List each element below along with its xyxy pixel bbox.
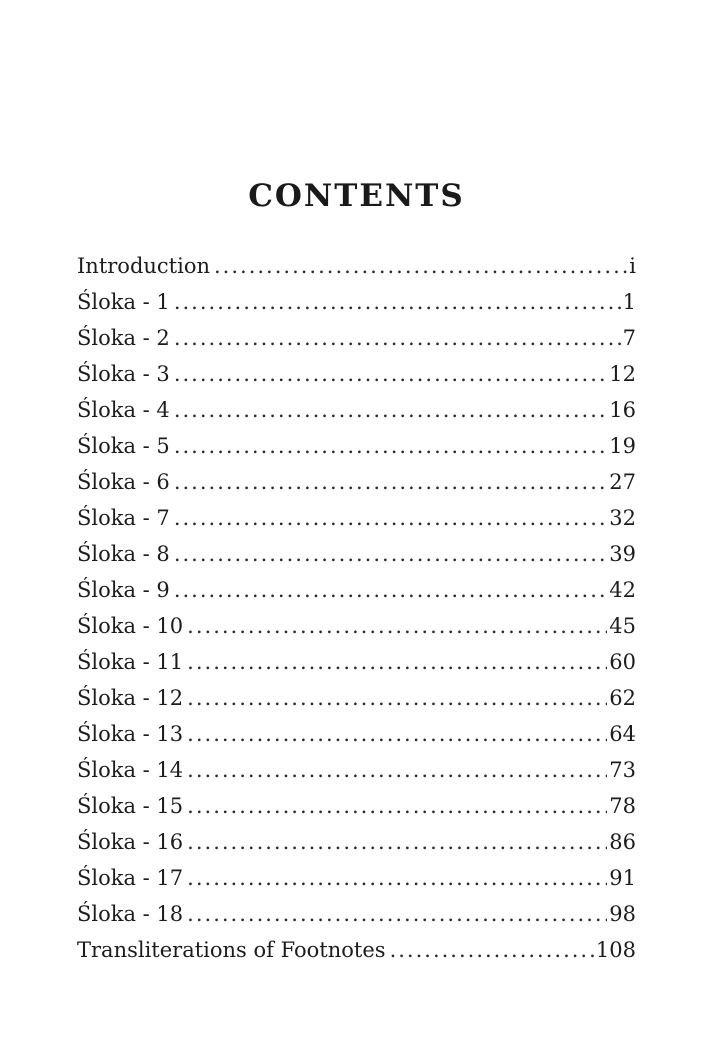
- toc-entry-label: Śloka - 6: [77, 470, 170, 494]
- table-of-contents: [77, 248, 636, 968]
- toc-entry-sloka-7[interactable]: [77, 500, 636, 536]
- toc-entry-sloka-2[interactable]: [77, 320, 636, 356]
- toc-entry-label: Transliterations of Footnotes: [77, 938, 386, 962]
- toc-entry-label: Śloka - 3: [77, 362, 170, 386]
- dot-leader: [174, 572, 607, 608]
- toc-entry-sloka-3[interactable]: [77, 356, 636, 392]
- toc-entry-sloka-10[interactable]: [77, 608, 636, 644]
- toc-entry-sloka-8[interactable]: [77, 536, 636, 572]
- toc-entry-sloka-4[interactable]: [77, 392, 636, 428]
- toc-entry-sloka-1[interactable]: [77, 284, 636, 320]
- dot-leader: [214, 248, 627, 284]
- toc-entry-page-number: 27: [609, 470, 636, 494]
- toc-entry-label: Śloka - 11: [77, 650, 184, 674]
- toc-entry-page-number: 62: [609, 686, 636, 710]
- toc-entry-page-number: 32: [609, 506, 636, 530]
- dot-leader: [174, 536, 607, 572]
- dot-leader: [187, 680, 607, 716]
- dot-leader: [174, 464, 607, 500]
- toc-entry-label: Śloka - 13: [77, 722, 184, 746]
- toc-entry-sloka-13[interactable]: [77, 716, 636, 752]
- toc-entry-page-number: 39: [609, 542, 636, 566]
- toc-entry-page-number: 86: [609, 830, 636, 854]
- dot-leader: [390, 932, 594, 968]
- toc-entry-page-number: 12: [609, 362, 636, 386]
- toc-entry-label: Śloka - 15: [77, 794, 184, 818]
- toc-entry-sloka-18[interactable]: [77, 896, 636, 932]
- toc-entry-sloka-11[interactable]: [77, 644, 636, 680]
- toc-entry-sloka-16[interactable]: [77, 824, 636, 860]
- toc-entry-page-number: 7: [622, 326, 636, 350]
- toc-entry-label: Introduction: [77, 254, 210, 278]
- dot-leader: [174, 320, 621, 356]
- dot-leader: [187, 716, 607, 752]
- toc-entry-page-number: 91: [609, 866, 636, 890]
- toc-entry-page-number: 73: [609, 758, 636, 782]
- toc-entry-page-number: 42: [609, 578, 636, 602]
- dot-leader: [174, 284, 621, 320]
- toc-entry-sloka-15[interactable]: [77, 788, 636, 824]
- toc-entry-label: Śloka - 9: [77, 578, 170, 602]
- toc-entry-sloka-14[interactable]: [77, 752, 636, 788]
- toc-entry-label: Śloka - 4: [77, 398, 170, 422]
- toc-entry-label: Śloka - 8: [77, 542, 170, 566]
- toc-entry-sloka-17[interactable]: [77, 860, 636, 896]
- dot-leader: [174, 428, 607, 464]
- dot-leader: [174, 356, 607, 392]
- toc-entry-page-number: 16: [609, 398, 636, 422]
- dot-leader: [187, 644, 607, 680]
- dot-leader: [187, 824, 607, 860]
- toc-entry-page-number: 45: [609, 614, 636, 638]
- toc-entry-sloka-12[interactable]: [77, 680, 636, 716]
- dot-leader: [187, 752, 607, 788]
- toc-entry-page-number: 60: [609, 650, 636, 674]
- toc-entry-label: Śloka - 10: [77, 614, 184, 638]
- toc-entry-page-number: i: [629, 254, 636, 278]
- dot-leader: [187, 608, 607, 644]
- toc-entry-label: Śloka - 14: [77, 758, 184, 782]
- toc-entry-page-number: 98: [609, 902, 636, 926]
- dot-leader: [187, 788, 607, 824]
- toc-entry-sloka-9[interactable]: [77, 572, 636, 608]
- toc-entry-label: Śloka - 18: [77, 902, 184, 926]
- toc-entry-label: Śloka - 1: [77, 290, 170, 314]
- toc-entry-label: Śloka - 17: [77, 866, 184, 890]
- toc-entry-page-number: 108: [595, 938, 636, 962]
- toc-entry-sloka-5[interactable]: [77, 428, 636, 464]
- dot-leader: [187, 896, 607, 932]
- toc-entry-page-number: 1: [622, 290, 636, 314]
- dot-leader: [187, 860, 607, 896]
- dot-leader: [174, 392, 607, 428]
- toc-entry-label: Śloka - 5: [77, 434, 170, 458]
- toc-entry-page-number: 78: [609, 794, 636, 818]
- toc-entry-label: Śloka - 7: [77, 506, 170, 530]
- toc-entry-label: Śloka - 12: [77, 686, 184, 710]
- toc-entry-transliterations-of-footnotes[interactable]: [77, 932, 636, 968]
- toc-entry-label: Śloka - 16: [77, 830, 184, 854]
- dot-leader: [174, 500, 607, 536]
- toc-entry-page-number: 64: [609, 722, 636, 746]
- toc-entry-introduction[interactable]: [77, 248, 636, 284]
- toc-entry-sloka-6[interactable]: [77, 464, 636, 500]
- page-title: CONTENTS: [248, 178, 465, 214]
- toc-entry-page-number: 19: [609, 434, 636, 458]
- toc-entry-label: Śloka - 2: [77, 326, 170, 350]
